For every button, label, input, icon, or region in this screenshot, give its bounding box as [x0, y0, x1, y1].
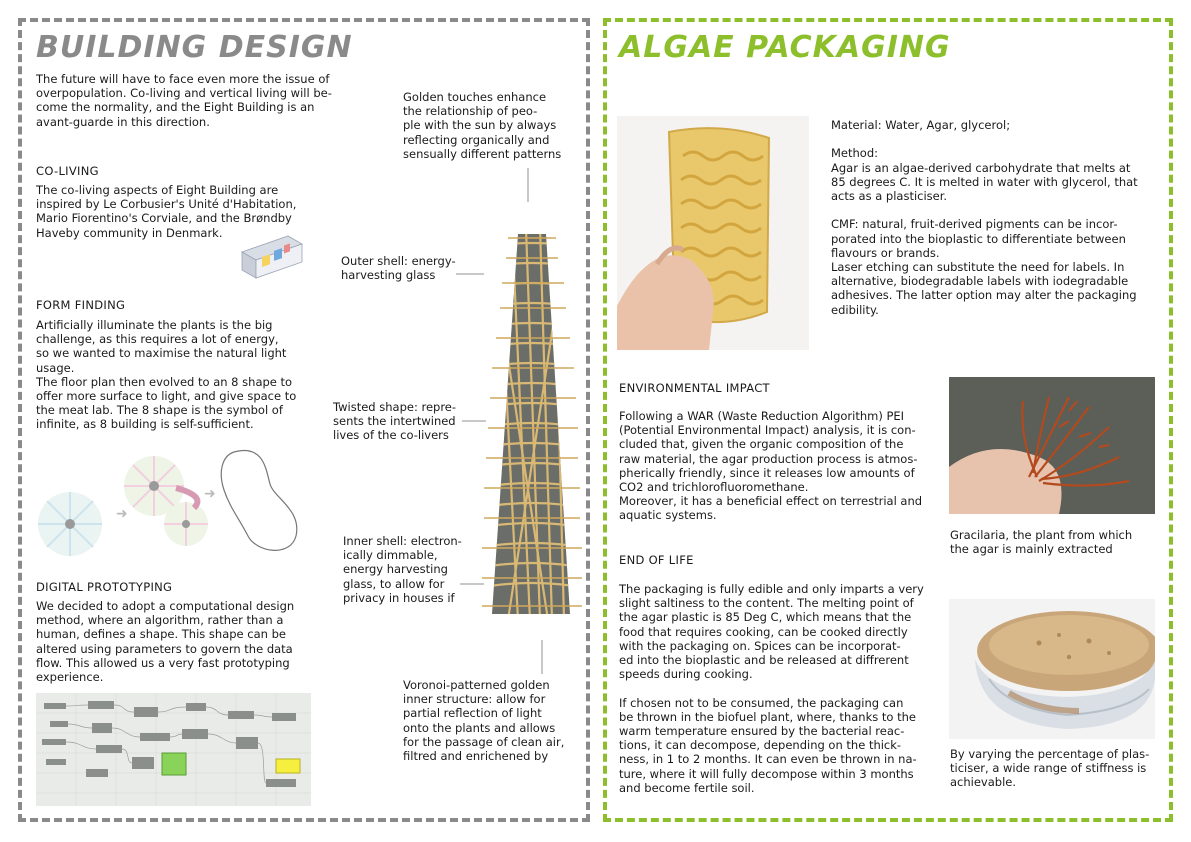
algae-packaging-title: ALGAE PACKAGING — [619, 30, 951, 65]
leader-line-inner — [460, 583, 484, 585]
form-finding-text: Artificially illuminate the plants is the big challenge, as this requires a lot of energy, so we wanted to maximise the natural light usage. The floor plan then evolved to an 8 shape to offer more surface to light, and give space to the meat lab. The 8 shape is the symbol of infinite, as 8 building is self-sufficient. — [36, 318, 297, 432]
annotation-voronoi: Voronoi-patterned golden inner structure: allow for partial reflection of light onto the plants and allows for the passage of clean air, filtred and enrichened by — [403, 678, 565, 764]
annotation-outer-shell: Outer shell: energy- harvesting glass — [341, 254, 456, 283]
coliving-block-illustration — [236, 226, 306, 282]
annotation-twisted-shape: Twisted shape: repre- sents the intertwined lives of the co-livers — [333, 400, 457, 443]
stiffness-caption: By varying the percentage of plas- ticiser, a wide range of stiffness is achievable. — [950, 747, 1150, 790]
gracilaria-caption: Gracilaria, the plant from which the agar is mainly extracted — [950, 528, 1133, 557]
building-design-title: BUILDING DESIGN — [36, 30, 353, 65]
environmental-impact-heading: ENVIRONMENTAL IMPACT — [619, 381, 770, 395]
material-method-cmf-text: Material: Water, Agar, glycerol; Method: Agar is an algae-derived carbohydrate that melts at 85 degrees C. It is melted in water with glycerol, that acts as a plasticiser. CMF: natural, fruit-derived pigments can be incor- porated into the bioplastic to differentiate between flavours or brands. Laser etching can substitute the need for labels. In alternative, biodegradable labels with iodegradable adhesives. The latter option may alter the packaging edibility. — [831, 118, 1138, 317]
annotation-inner-shell: Inner shell: electron- ically dimmable, energy harvesting glass, to allow for privacy in houses if — [343, 534, 462, 605]
leader-line-voronoi — [541, 640, 543, 674]
digital-prototyping-text: We decided to adopt a computational design method, where an algorithm, rather than a human, defines a shape. This shape can be altered using parameters to govern the data flow. This allowed us a very fast prototyping experience. — [36, 599, 295, 685]
svg-text:➜: ➜ — [116, 506, 128, 522]
leader-line-golden — [527, 168, 529, 202]
end-of-life-text: The packaging is fully edible and only imparts a very slight saltiness to the content. The melting point of the agar plastic is 85 Deg C, which means that the food that requires cooking, can be cooked directly with the packaging on. Spices can be incorporat- ed into the bioplastic and be released at diffrerent speeds during cooking. If chosen not to be consumed, the packaging can be thrown in the biofuel plant, where, thanks to the warm temperature ensured by the bacterial reac- tions, it can decompose, depending on the thick- ness, in 1 to 2 months. It can even be thrown in na- ture, where it will fully decompose within 3 months and become fertile soil. — [619, 582, 924, 795]
leader-line-outer — [456, 273, 484, 275]
form-finding-heading: FORM FINDING — [36, 298, 126, 312]
annotation-golden-touches: Golden touches enhance the relationship of peo- ple with the sun by always reflecting organically and sensually different patterns — [403, 90, 562, 161]
digital-prototyping-heading: DIGITAL PROTOTYPING — [36, 580, 173, 594]
coliving-text: The co-living aspects of Eight Building are inspired by Le Corbusier's Unité d'Habitation, Mario Fiorentino's Corviale, and the Brøndby Haveby community in Denmark. — [36, 183, 297, 240]
end-of-life-heading: END OF LIFE — [619, 553, 694, 567]
coliving-heading: CO-LIVING — [36, 164, 99, 178]
leader-line-twisted — [462, 420, 486, 422]
grasshopper-script-image — [36, 693, 311, 806]
eight-building-tower-render — [478, 228, 586, 620]
svg-text:➜: ➜ — [204, 486, 216, 502]
agar-pasta-package-photo — [617, 116, 809, 350]
building-intro: The future will have to face even more the issue of overpopulation. Co-living and vertical living will be- come the normality, and the Eight Building is an avant-guarde in this direction. — [36, 72, 332, 129]
environmental-impact-text: Following a WAR (Waste Reduction Algorithm) PEI (Potential Environmental Impact) analysis, it is con- cluded that, given the organic composition of the raw material, the agar production process is atmos- pherically friendly, since it releases low amounts of CO2 and trichlorofluoromethane. Moreover, it has a beneficial effect on terrestrial and aquatic systems. — [619, 409, 923, 523]
gracilaria-algae-photo — [949, 377, 1155, 514]
biscuits-bioplastic-container-photo — [949, 599, 1155, 739]
floor-plan-diagram — [34, 440, 304, 560]
